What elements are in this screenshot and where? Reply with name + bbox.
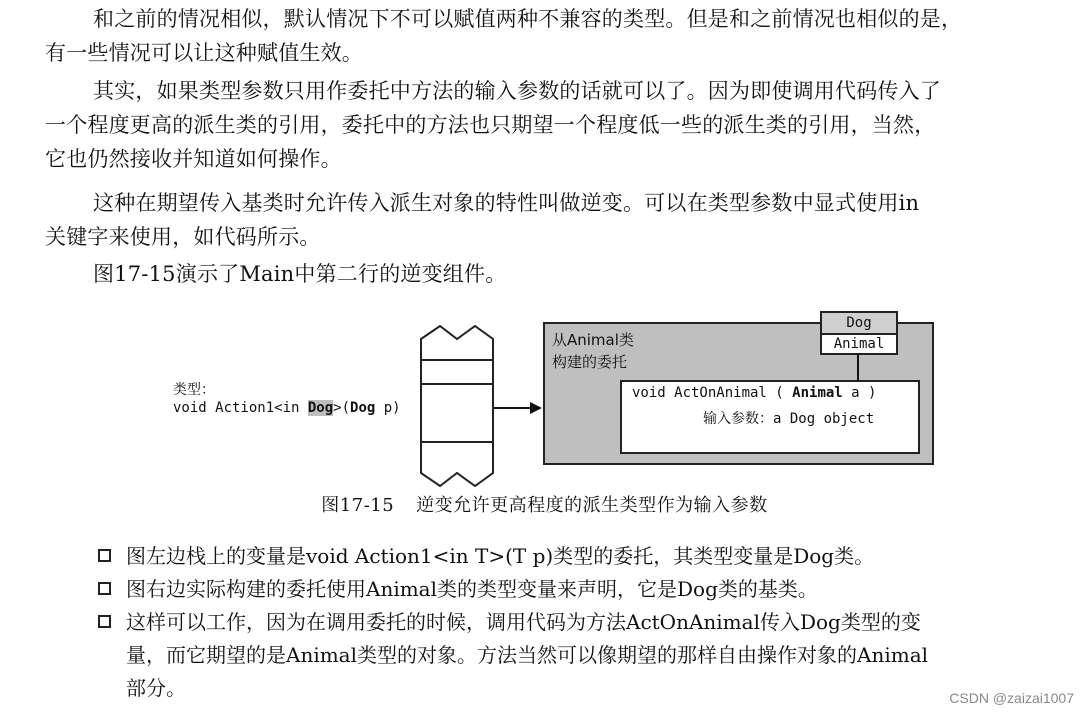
watermark: CSDN @zaizai1007: [949, 690, 1074, 706]
paragraph-3: [45, 186, 1075, 254]
delegate-title: [552, 329, 634, 373]
type-code-prefix: void Action1<in: [173, 400, 308, 416]
paragraph-line: 其实，如果类型参数只用作委托中方法的输入参数的话就可以了。因为即使调用代码传入了: [93, 79, 941, 103]
checkbox-square-icon: [98, 582, 111, 595]
paragraph-line: 关键字来使用，如代码所示。: [45, 225, 321, 249]
bullet-line: 图右边实际构建的委托使用Animal类的类型变量来声明，它是Dog类的基类。: [126, 577, 818, 601]
method-input-param: 输入参数：a Dog object: [703, 411, 875, 427]
figure-caption: [0, 491, 1089, 517]
connector-arrow-icon: [848, 353, 868, 383]
bullet-line: 部分。: [126, 676, 186, 700]
animal-label: Animal: [833, 336, 885, 352]
type-code-suffix: p): [375, 400, 401, 416]
checkbox-square-icon: [98, 549, 111, 562]
paragraph-1: [45, 2, 1075, 70]
type-code: [173, 399, 401, 417]
delegate-title-line: 从Animal类: [552, 331, 634, 349]
type-code-mid: >(: [333, 400, 351, 416]
type-code-highlight: Dog: [307, 400, 334, 416]
paragraph-line: 它也仍然接收并知道如何操作。: [45, 147, 342, 171]
bullet-line: 图左边栈上的变量是void Action1<in T>(T p)类型的委托，其类型变量是Dog类。: [126, 544, 875, 568]
type-code-bold: Dog: [350, 400, 376, 416]
figure-caption-text: 逆变允许更高程度的派生类型作为输入参数: [416, 495, 768, 516]
method-param-type: Animal: [792, 385, 843, 401]
bullet-line: 这样可以工作，因为在调用委托的时候，调用代码为方法ActOnAnimal传入Dog类型的变: [126, 610, 921, 634]
paragraph-line: 和之前的情况相似，默认情况下不可以赋值两种不兼容的类型。但是和之前情况也相似的是，: [93, 7, 963, 31]
figure-number: 图17-15: [321, 495, 395, 516]
paragraph-line: 一个程度更高的派生类的引用，委托中的方法也只期望一个程度低一些的派生类的引用，当然，: [45, 113, 936, 137]
paragraph-line: 这种在期望传入基类时允许传入派生对象的特性叫做逆变。可以在类型参数中显式使用in: [93, 191, 920, 215]
type-label: 类型：: [173, 382, 215, 398]
delegate-title-line: 构建的委托: [552, 353, 628, 371]
method-prefix: void ActOnAnimal (: [632, 385, 793, 401]
paragraph-2: [45, 74, 1075, 176]
method-suffix: a ): [842, 385, 877, 401]
dog-label: Dog: [822, 313, 896, 335]
bullet-line: 量，而它期望的是Animal类型的对象。方法当然可以像期望的那样自由操作对象的Animal: [126, 643, 929, 667]
checkbox-square-icon: [98, 615, 111, 628]
list-item: [96, 606, 1086, 705]
method-signature: [632, 385, 876, 401]
paragraph-4: [45, 257, 1075, 291]
list-item: [96, 573, 1086, 606]
paragraph-line: 图17-15演示了Main中第二行的逆变组件。: [93, 262, 507, 286]
stack-diagram: [420, 325, 494, 487]
dog-animal-box: [820, 311, 898, 355]
paragraph-line: 有一些情况可以让这种赋值生效。: [45, 41, 363, 65]
arrow-right-icon: [494, 398, 544, 418]
bullet-list: [96, 540, 1086, 705]
list-item: [96, 540, 1086, 573]
